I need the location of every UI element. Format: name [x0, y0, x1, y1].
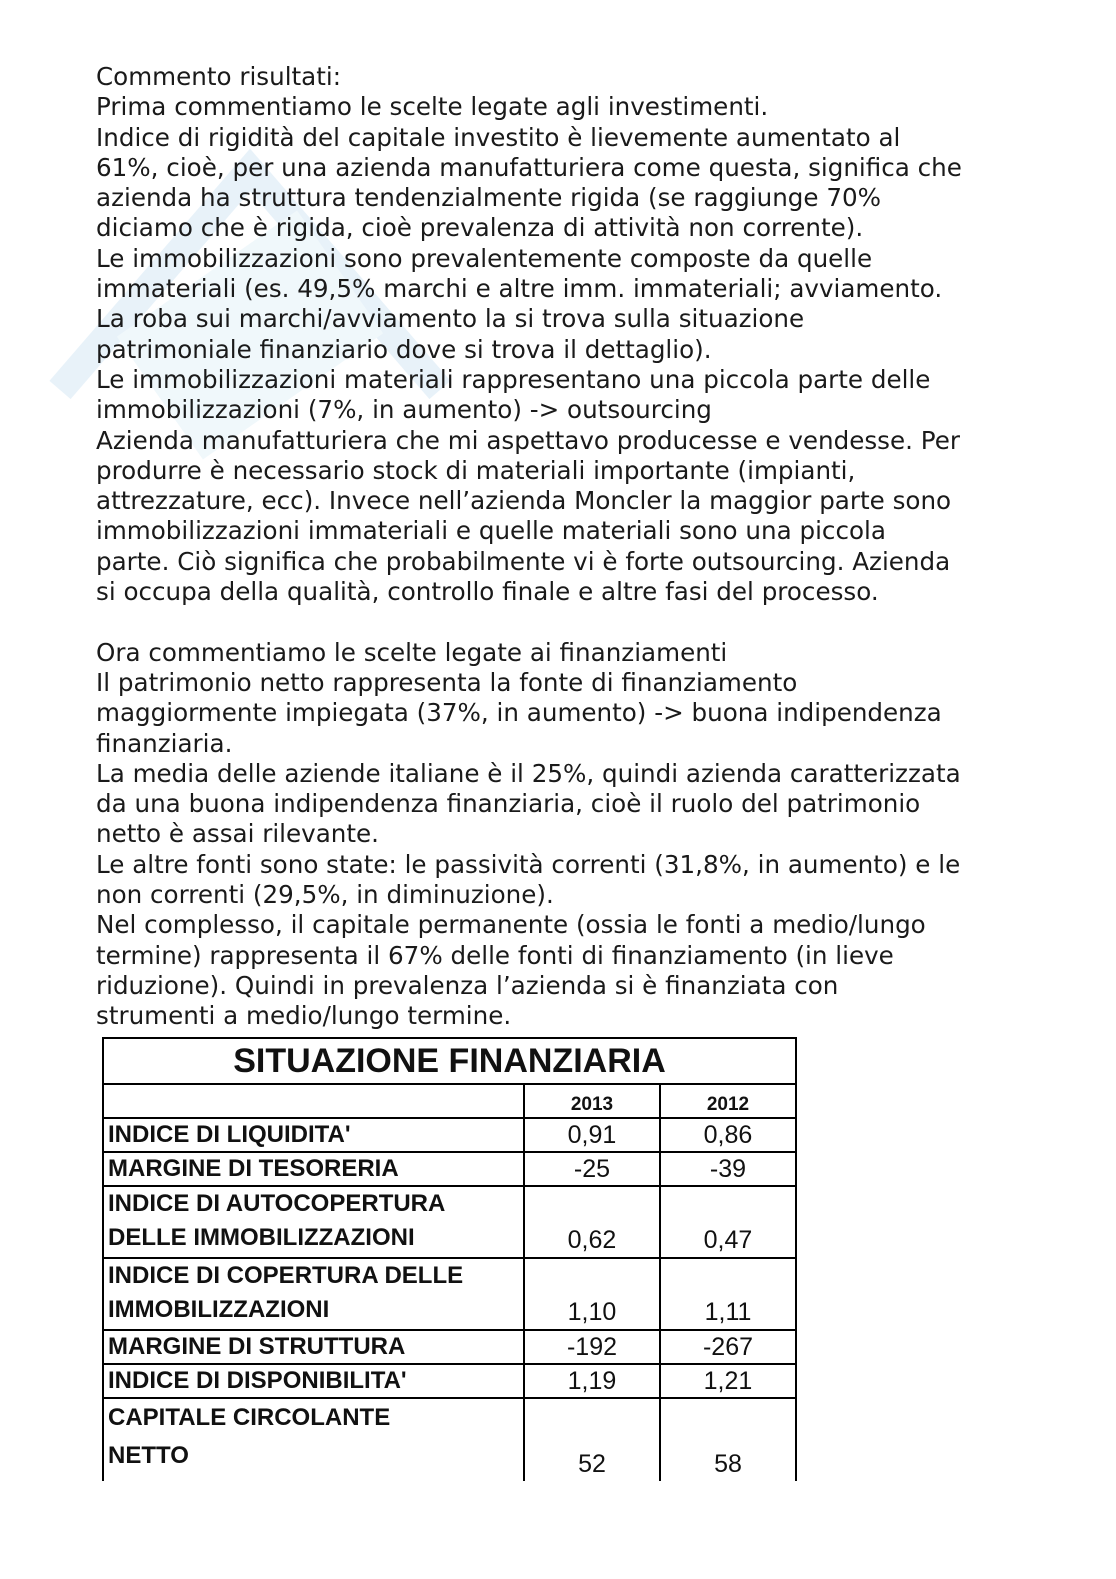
- text-line: patrimoniale finanziario dove si trova il dettaglio).: [96, 334, 712, 364]
- value-2012: 1,11: [660, 1258, 796, 1330]
- row-label-line: CAPITALE CIRCOLANTE: [108, 1404, 391, 1431]
- table-row: [103, 1398, 796, 1481]
- text-line: Nel complesso, il capitale permanente (ossia le fonti a medio/lungo: [96, 910, 926, 940]
- table-title: SITUAZIONE FINANZIARIA: [103, 1038, 796, 1084]
- text-line: Ora commentiamo le scelte legate ai finanziamenti: [96, 637, 728, 667]
- row-label: INDICE DI LIQUIDITA': [103, 1118, 524, 1152]
- table-header-row: [103, 1084, 796, 1118]
- text-line: Le immobilizzazioni sono prevalentemente composte da quelle: [96, 243, 873, 273]
- value-2013: 0,62: [524, 1186, 660, 1258]
- text-line: Le immobilizzazioni materiali rappresentano una piccola parte delle: [96, 364, 931, 394]
- investments-comment-section: [96, 62, 1056, 607]
- text-line: parte. Ciò significa che probabilmente vi è forte outsourcing. Azienda: [96, 546, 951, 576]
- year-header-2012: 2012: [660, 1084, 796, 1118]
- text-line: immobilizzazioni immateriali e quelle materiali sono una piccola: [96, 516, 886, 546]
- text-line: diciamo che è rigida, cioè prevalenza di attività non corrente).: [96, 213, 864, 243]
- table-row: [103, 1330, 796, 1364]
- text-line: immateriali (es. 49,5% marchi e altre imm. immateriali; avviamento.: [96, 274, 943, 304]
- row-label-line: DELLE IMMOBILIZZAZIONI: [108, 1224, 415, 1251]
- paragraph-spacer: [96, 607, 1056, 637]
- text-line: Il patrimonio netto rappresenta la fonte di finanziamento: [96, 667, 798, 697]
- row-label-line: NETTO: [108, 1442, 189, 1469]
- value-2013: 52: [524, 1398, 660, 1481]
- value-2013: 1,10: [524, 1258, 660, 1330]
- value-2012: -39: [660, 1152, 796, 1186]
- table-row: [103, 1152, 796, 1186]
- text-line: si occupa della qualità, controllo finale e altre fasi del processo.: [96, 577, 879, 607]
- financial-situation-table: [102, 1037, 797, 1481]
- row-label: MARGINE DI STRUTTURA: [103, 1330, 524, 1364]
- row-label-line: INDICE DI AUTOCOPERTURA: [108, 1190, 446, 1217]
- table-row: [103, 1186, 796, 1258]
- value-2012: 58: [660, 1398, 796, 1481]
- value-2012: 0,47: [660, 1186, 796, 1258]
- value-2012: 0,86: [660, 1118, 796, 1152]
- year-header-2013: 2013: [524, 1084, 660, 1118]
- text-line: azienda ha struttura tendenzialmente rigida (se raggiunge 70%: [96, 183, 882, 213]
- text-line: Le altre fonti sono state: le passività correnti (31,8%, in aumento) e le: [96, 849, 961, 879]
- text-line: produrre è necessario stock di materiali importante (impianti,: [96, 455, 856, 485]
- row-label-line: IMMOBILIZZAZIONI: [108, 1296, 330, 1323]
- document-body: [96, 62, 1056, 1032]
- text-line: termine) rappresenta il 67% delle fonti di finanziamento (in lieve: [96, 940, 894, 970]
- row-label: INDICE DI DISPONIBILITA': [103, 1364, 524, 1398]
- text-line: Azienda manufatturiera che mi aspettavo producesse e vendesse. Per: [96, 425, 960, 455]
- value-2013: -25: [524, 1152, 660, 1186]
- row-label: [103, 1186, 524, 1258]
- table-row: [103, 1258, 796, 1330]
- row-label: MARGINE DI TESORERIA: [103, 1152, 524, 1186]
- financing-comment-section: [96, 638, 1056, 1032]
- text-line: immobilizzazioni (7%, in aumento) -> outsourcing: [96, 395, 712, 425]
- value-2013: 1,19: [524, 1364, 660, 1398]
- table-row: [103, 1364, 796, 1398]
- text-line: Indice di rigidità del capitale investito è lievemente aumentato al: [96, 122, 901, 152]
- text-line: strumenti a medio/lungo termine.: [96, 1001, 512, 1031]
- text-line: Prima commentiamo le scelte legate agli investimenti.: [96, 92, 769, 122]
- table-row: [103, 1118, 796, 1152]
- value-2012: 1,21: [660, 1364, 796, 1398]
- text-line: attrezzature, ecc). Invece nell’azienda Moncler la maggior parte sono: [96, 486, 952, 516]
- value-2013: -192: [524, 1330, 660, 1364]
- text-line: netto è assai rilevante.: [96, 819, 379, 849]
- row-label: [103, 1398, 524, 1481]
- value-2013: 0,91: [524, 1118, 660, 1152]
- text-line: maggiormente impiegata (37%, in aumento) -> buona indipendenza: [96, 698, 942, 728]
- header-blank-cell: [103, 1084, 524, 1118]
- text-line: finanziaria.: [96, 728, 233, 758]
- value-2012: -267: [660, 1330, 796, 1364]
- text-line: La media delle aziende italiane è il 25%, quindi azienda caratterizzata: [96, 758, 961, 788]
- text-line: non correnti (29,5%, in diminuzione).: [96, 880, 554, 910]
- text-line: 61%, cioè, per una azienda manufatturiera come questa, significa che: [96, 152, 962, 182]
- text-line: da una buona indipendenza finanziaria, cioè il ruolo del patrimonio: [96, 789, 921, 819]
- text-line: Commento risultati:: [96, 62, 342, 91]
- row-label: [103, 1258, 524, 1330]
- text-line: riduzione). Quindi in prevalenza l’azienda si è finanziata con: [96, 970, 839, 1000]
- text-line: La roba sui marchi/avviamento la si trova sulla situazione: [96, 304, 805, 334]
- row-label-line: INDICE DI COPERTURA DELLE: [108, 1262, 464, 1289]
